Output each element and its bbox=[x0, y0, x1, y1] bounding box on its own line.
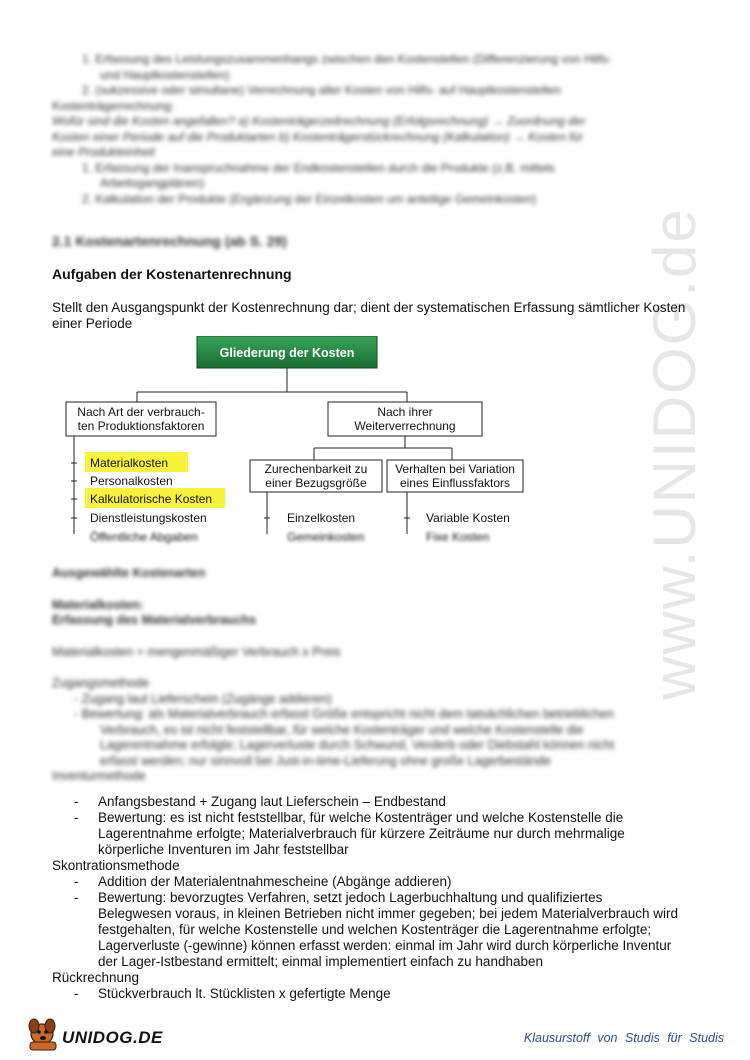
list-item-fixe: Fixe Kosten bbox=[426, 530, 490, 544]
item-text: festgehalten, für welche Kostenstelle und welchen Kostenträger die Lagerentnahme erfolgte; bbox=[98, 922, 652, 937]
blurred-line: - Bewertung: als Materialverbrauch erfasst Größe entspricht nicht dem tatsächlichen betrieblichen bbox=[74, 707, 614, 721]
blurred-line: Materialkosten = mengenmäßiger Verbrauch x Preis bbox=[52, 644, 341, 659]
blurred-line: Lagerentnahme erfolgte; Lagerverluste durch Schwund, Verderb oder Diebstahl können nicht bbox=[100, 738, 615, 752]
blurred-line: 1. Erfassung der Inanspruchnahme der Endkostenstellen durch die Produkte (z.B. mittels bbox=[82, 160, 555, 175]
cost-classification-diagram bbox=[52, 336, 552, 551]
blurred-heading: Erfassung des Materialverbrauchs bbox=[52, 613, 257, 627]
box-variation-line2: eines Einflussfaktors bbox=[399, 476, 511, 490]
dash: - bbox=[74, 890, 79, 905]
blurred-line: 1. Erfassung des Leistungszusammenhangs zwischen den Kostenstellen (Differenzierung von Hilfs- bbox=[82, 52, 612, 66]
list-item-personal: Personalkosten bbox=[90, 474, 173, 488]
list-item bbox=[52, 986, 712, 1002]
item-text: körperliche Inventuren im Jahr feststellbar bbox=[98, 842, 349, 857]
blurred-line: 2. Kalkulation der Produkte (Ergänzung der Einzelkosten um anteilige Gemeinkosten) bbox=[82, 191, 537, 206]
blurred-line: Kostenträgerrechnung: bbox=[52, 98, 175, 113]
blurred-line: eine Produkteinheit bbox=[52, 145, 155, 159]
blurred-line: Kosten einer Periode auf die Produktarten b) Kostenträgerstückrechnung (Kalkulation) → Kosten für bbox=[52, 129, 583, 144]
item-text: Bewertung: es ist nicht feststellbar, für welche Kostenträger und welche Kostenstelle die bbox=[98, 810, 624, 825]
list-item-gemeinkosten: Gemeinkosten bbox=[287, 530, 365, 544]
blurred-preview-top bbox=[52, 52, 692, 207]
list-item bbox=[52, 874, 712, 890]
subheading: Aufgaben der Kostenartenrechnung bbox=[52, 266, 292, 282]
blurred-line: Arbeitsgangplänen) bbox=[100, 176, 205, 190]
blurred-line: Verbrauch, es ist nicht feststellbar, für welche Kostenträger und welche Kostenstelle die bbox=[100, 722, 584, 737]
list-item bbox=[52, 794, 712, 810]
box-variation-line1: Verhalten bei Variation bbox=[395, 462, 515, 476]
item-text: Belegwesen voraus, in kleinen Betrieben nicht immer gegeben; bei jedem Materialverbrauch wird bbox=[98, 906, 679, 921]
dash: - bbox=[74, 810, 79, 825]
dash: - bbox=[74, 794, 79, 809]
box-attributability-line2: einer Bezugsgröße bbox=[265, 476, 367, 490]
blurred-heading: Materialkosten: bbox=[52, 597, 144, 612]
blurred-line: Zugangsmethode bbox=[52, 676, 150, 690]
footer-logo-text: UNIDOG.DE bbox=[62, 1028, 163, 1047]
blurred-line: und Hauptkostenstellen) bbox=[100, 67, 230, 82]
item-text: Bewertung: bevorzugtes Verfahren, setzt jedoch Lagerbuchhaltung und qualifiziertes bbox=[98, 890, 603, 905]
dash: - bbox=[74, 874, 79, 889]
item-text: Lagerentnahme erfolgte; Materialverbrauch für kürzere Zeiträume nur durch mehrmalige bbox=[98, 826, 625, 841]
item-text: Addition der Materialentnahmescheine (Abgänge addieren) bbox=[98, 874, 452, 889]
blurred-line: Inventurmethode bbox=[52, 769, 146, 783]
method-heading: Rückrechnung bbox=[52, 970, 140, 985]
blurred-heading: Ausgewählte Kostenarten bbox=[52, 566, 206, 580]
list-item bbox=[52, 810, 712, 858]
item-text: Stückverbrauch lt. Stücklisten x gefertigte Menge bbox=[98, 986, 391, 1001]
blurred-line: 2. (sukzessive oder simultane) Verrechnung aller Kosten von Hilfs- auf Hauptkostenstellen bbox=[82, 83, 561, 97]
box-by-type-line2: ten Produktionsfaktoren bbox=[77, 419, 205, 433]
blurred-preview-middle bbox=[52, 566, 712, 785]
list-item-variable: Variable Kosten bbox=[426, 511, 510, 525]
item-text: Lagerverluste (-gewinne) können erfasst werden: einmal im Jahr wird durch körperliche Inventur bbox=[98, 938, 672, 953]
method-heading: Skontrationsmethode bbox=[52, 858, 180, 873]
blurred-line: - Zugang laut Lieferschein (Zugänge addieren) bbox=[74, 691, 332, 706]
item-text: der Lager-Istbestand ermittelt; einmal implementiert einfach zu handhaben bbox=[98, 954, 543, 969]
box-by-type-line1: Nach Art der verbrauch- bbox=[77, 405, 205, 419]
list-item-kalkulatorisch: Kalkulatorische Kosten bbox=[90, 492, 213, 506]
footer-slogan: Klausurstoff von Studis für Studis bbox=[523, 1031, 724, 1045]
material-methods-text bbox=[52, 794, 712, 1002]
list-item-abgaben: Öffentliche Abgaben bbox=[90, 530, 198, 544]
left-items bbox=[71, 456, 212, 544]
intro-paragraph: Stellt den Ausgangspunkt der Kostenrechnung dar; dient der systematischen Erfassung sämtlicher Kosten einer Periode bbox=[52, 300, 686, 331]
list-item bbox=[52, 890, 712, 970]
box-by-allocation-line1: Nach ihrer bbox=[377, 405, 433, 419]
list-item-material: Materialkosten bbox=[90, 456, 169, 470]
list-item-dienstleistung: Dienstleistungskosten bbox=[90, 511, 207, 525]
section-heading: 2.1 Kostenartenrechnung (ab S. 29) bbox=[52, 233, 287, 249]
diagram-title: Gliederung der Kosten bbox=[219, 346, 355, 360]
dash: - bbox=[74, 986, 79, 1001]
box-attributability-line1: Zurechenbarkeit zu bbox=[264, 462, 368, 476]
blurred-line: erfasst werden; nur sinnvoll bei Just-in-time-Lieferung ohne große Lagerbestände bbox=[100, 753, 551, 768]
list-item-einzelkosten: Einzelkosten bbox=[287, 511, 356, 525]
box-by-allocation-line2: Weiterverrechnung bbox=[354, 419, 456, 433]
watermark: www.UNIDOG.de bbox=[641, 207, 708, 700]
item-text: Anfangsbestand + Zugang laut Lieferschein – Endbestand bbox=[98, 794, 446, 809]
blurred-line: Wofür sind die Kosten angefallen? a) Kostenträgerzeitrechnung (Erfolgsrechnung) → Zuordnung der bbox=[52, 114, 586, 128]
